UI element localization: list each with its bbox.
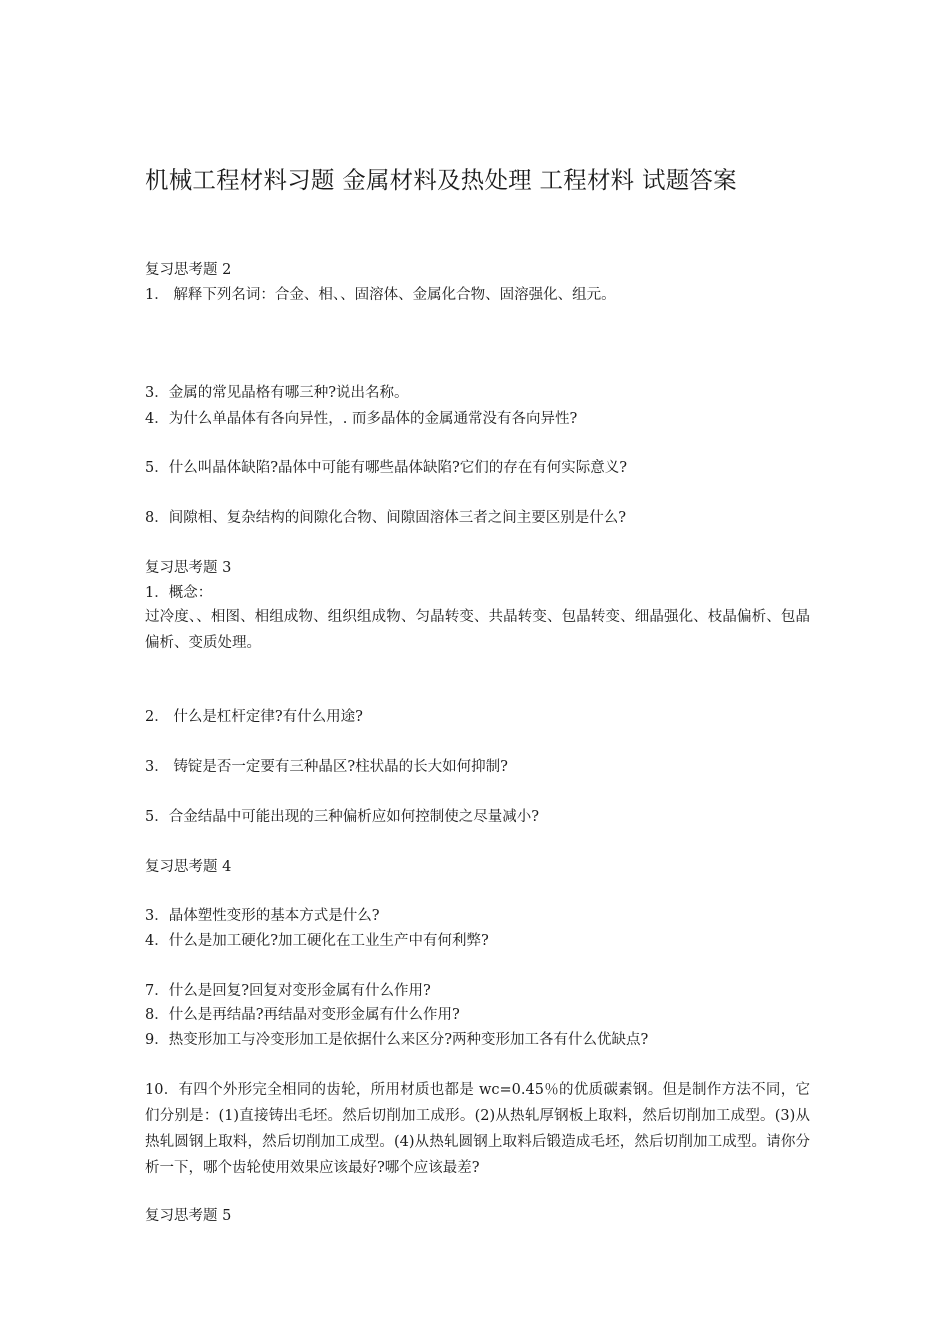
section-3-heading: 复习思考题 3 <box>145 560 232 576</box>
document-title: 机械工程材料习题 金属材料及热处理 工程材料 试题答案 <box>145 166 737 194</box>
section-2-question-8: 8．间隙相、复杂结构的间隙化合物、间隙固溶体三者之间主要区别是什么? <box>145 510 626 526</box>
section-3-question-1-label: 1．概念： <box>145 585 213 601</box>
section-2-question-5: 5．什么叫晶体缺陷?晶体中可能有哪些晶体缺陷?它们的存在有何实际意义? <box>145 460 628 476</box>
section-4-question-9: 9．热变形加工与冷变形加工是依据什么来区分?两种变形加工各有什么优缺点? <box>145 1032 649 1048</box>
section-4-question-7: 7．什么是回复?回复对变形金属有什么作用? <box>145 983 431 999</box>
section-2-heading: 复习思考题 2 <box>145 262 232 278</box>
section-3-question-3: 3． 铸锭是否一定要有三种晶区?柱状晶的长大如何抑制? <box>145 759 508 775</box>
section-4-question-8: 8．什么是再结晶?再结晶对变形金属有什么作用? <box>145 1007 460 1023</box>
section-3-question-1-text: 过冷度、、相图、相组成物、组织组成物、匀晶转变、共晶转变、包晶转变、细晶强化、枝晶偏析、包晶偏析、变质处理。 <box>145 609 810 651</box>
section-2-question-1: 1． 解释下列名词：合金、相、、固溶体、金属化合物、固溶强化、组元。 <box>145 287 616 303</box>
section-4-question-4: 4．什么是加工硬化?加工硬化在工业生产中有何利弊? <box>145 933 489 949</box>
section-4-question-10: 10．有四个外形完全相同的齿轮，所用材质也都是 wc=0.45％的优质碳素钢。但是制作方法不同，它们分别是：(1)直接铸出毛坯。然后切削加工成形。(2)从热轧厚钢板上取料，然后切削加工成型。(3)从热轧圆钢上取料，然后切削加工成型。(4)从热轧圆钢上取料后锻造成毛坯，然后切削加工成型。请你分析一下，哪个齿轮使用效果应该最好?哪个应该最差? <box>145 1082 810 1176</box>
section-4-heading: 复习思考题 4 <box>145 859 232 875</box>
section-3-question-5: 5．合金结晶中可能出现的三种偏析应如何控制使之尽量减小? <box>145 809 539 825</box>
section-4-question-3: 3．晶体塑性变形的基本方式是什么? <box>145 908 380 924</box>
section-2-question-3: 3．金属的常见晶格有哪三种?说出名称。 <box>145 385 409 401</box>
section-5-heading: 复习思考题 5 <box>145 1208 232 1224</box>
section-2-question-4: 4．为什么单晶体有各向异性，. 而多晶体的金属通常没有各向异性? <box>145 411 578 427</box>
section-3-question-2: 2． 什么是杠杆定律?有什么用途? <box>145 709 363 725</box>
